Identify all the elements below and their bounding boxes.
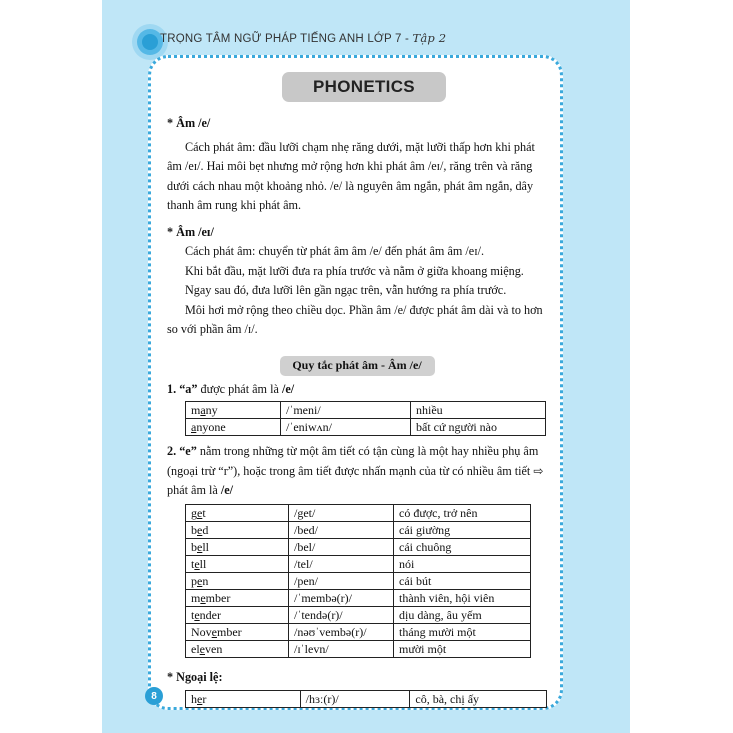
meaning-cell: cái giường xyxy=(394,521,531,538)
meaning-cell: mười một xyxy=(394,640,531,657)
section-ei-line: Cách phát âm: chuyển từ phát âm âm /e/ đến phát âm âm /eɪ/. xyxy=(185,244,485,258)
word-cell: many xyxy=(186,402,281,419)
table-row xyxy=(186,589,531,606)
rule-1-desc: được phát âm là xyxy=(197,381,282,396)
meaning-cell: cái chuông xyxy=(394,538,531,555)
ipa-cell: /ˈtendə(r)/ xyxy=(289,606,394,623)
meaning-cell: nói xyxy=(394,555,531,572)
table-row xyxy=(186,521,531,538)
meaning-cell: bất cứ người nào xyxy=(411,419,546,436)
rule-2-desc: nằm trong những từ một âm tiết có tận cùng là một hay nhiều phụ âm (ngoại trừ “r”), hoặc trong âm tiết được nhấn mạnh của từ có nhiều âm tiết ⇨ phát âm là xyxy=(167,444,544,497)
table-row xyxy=(186,691,547,708)
ipa-cell: /hɜː(r)/ xyxy=(300,691,410,708)
section-ei-heading: * Âm /eɪ/ xyxy=(167,224,214,239)
meaning-cell: thành viên, hội viên xyxy=(394,589,531,606)
rule-2-quote: “e” xyxy=(179,444,197,458)
word-cell: bell xyxy=(186,538,289,555)
ipa-cell: /bed/ xyxy=(289,521,394,538)
exceptions-table xyxy=(185,690,547,708)
ipa-cell: /nəʊˈvembə(r)/ xyxy=(289,623,394,640)
meaning-cell: tháng mười một xyxy=(394,623,531,640)
word-cell: her xyxy=(186,691,301,708)
main-content xyxy=(167,110,547,708)
meaning-cell: có được, trở nên xyxy=(394,504,531,521)
word-cell: tell xyxy=(186,555,289,572)
section-e-text: Cách phát âm: đầu lưỡi chạm nhẹ răng dưới, mặt lưỡi thấp hơn khi phát âm /eɪ/. Hai môi bẹt nhưng mở rộng hơn khi phát âm /eɪ/, răng trên và răng dưới cách nhau một khoảng nhỏ. /e/ là nguyên âm ngắn, phát âm ngắn, dây thanh âm rung khi phát âm. xyxy=(167,139,535,212)
exceptions-heading: * Ngoại lệ: xyxy=(167,669,223,684)
meaning-cell: nhiều xyxy=(411,402,546,419)
ipa-cell: /bel/ xyxy=(289,538,394,555)
word-cell: tender xyxy=(186,606,289,623)
page-title: PHONETICS xyxy=(282,72,446,102)
section-ei-line: Khi bắt đầu, mặt lưỡi đưa ra phía trước và nằm ở giữa khoang miệng. xyxy=(185,263,524,278)
rule-1-num: 1. xyxy=(167,381,177,396)
ipa-cell: /tel/ xyxy=(289,555,394,572)
word-cell: November xyxy=(186,623,289,640)
ipa-cell: /get/ xyxy=(289,504,394,521)
header-volume: Tập 2 xyxy=(412,31,447,45)
rule-1-table xyxy=(185,401,546,436)
rule-2-sound: /e/ xyxy=(220,483,233,497)
rule-2-text xyxy=(167,442,547,501)
section-ei-line: Môi hơi mở rộng theo chiều dọc. Phần âm /e/ được phát âm dài và to hơn so với phần âm /ɪ/. xyxy=(167,302,543,336)
meaning-cell: dịu dàng, âu yếm xyxy=(394,606,531,623)
section-ei-line: Ngay sau đó, đưa lưỡi lên gần ngạc trên, vẫn hướng ra phía trước. xyxy=(185,283,507,297)
word-cell: member xyxy=(186,589,289,606)
word-cell: pen xyxy=(186,572,289,589)
table-row xyxy=(186,402,546,419)
word-cell: anyone xyxy=(186,419,281,436)
word-cell: eleven xyxy=(186,640,289,657)
ipa-cell: /ˈmeni/ xyxy=(281,402,411,419)
rule-1-sound: /e/ xyxy=(281,381,295,396)
table-row xyxy=(186,538,531,555)
ipa-cell: /ɪˈlevn/ xyxy=(289,640,394,657)
section-e-heading: * Âm /e/ xyxy=(167,116,211,130)
table-row xyxy=(186,504,531,521)
rule-1-quote: “a” xyxy=(179,381,198,396)
running-header xyxy=(160,31,446,45)
ipa-cell: /pen/ xyxy=(289,572,394,589)
table-row xyxy=(186,623,531,640)
table-row xyxy=(186,419,546,436)
table-row xyxy=(186,555,531,572)
rule-title: Quy tắc phát âm - Âm /e/ xyxy=(280,356,435,376)
table-row xyxy=(186,606,531,623)
page-number: 8 xyxy=(145,687,163,705)
table-row xyxy=(186,572,531,589)
meaning-cell: cái bút xyxy=(394,572,531,589)
ipa-cell: /ˈeniwʌn/ xyxy=(281,419,411,436)
rule-2-table xyxy=(185,504,531,658)
rule-1-text xyxy=(167,380,547,400)
meaning-cell: cô, bà, chị ấy xyxy=(410,691,547,708)
table-row xyxy=(186,640,531,657)
word-cell: get xyxy=(186,504,289,521)
ipa-cell: /ˈmembə(r)/ xyxy=(289,589,394,606)
rule-2-num: 2. xyxy=(167,444,177,458)
header-title: TRỌNG TÂM NGỮ PHÁP TIẾNG ANH LỚP 7 - xyxy=(160,33,413,45)
word-cell: bed xyxy=(186,521,289,538)
